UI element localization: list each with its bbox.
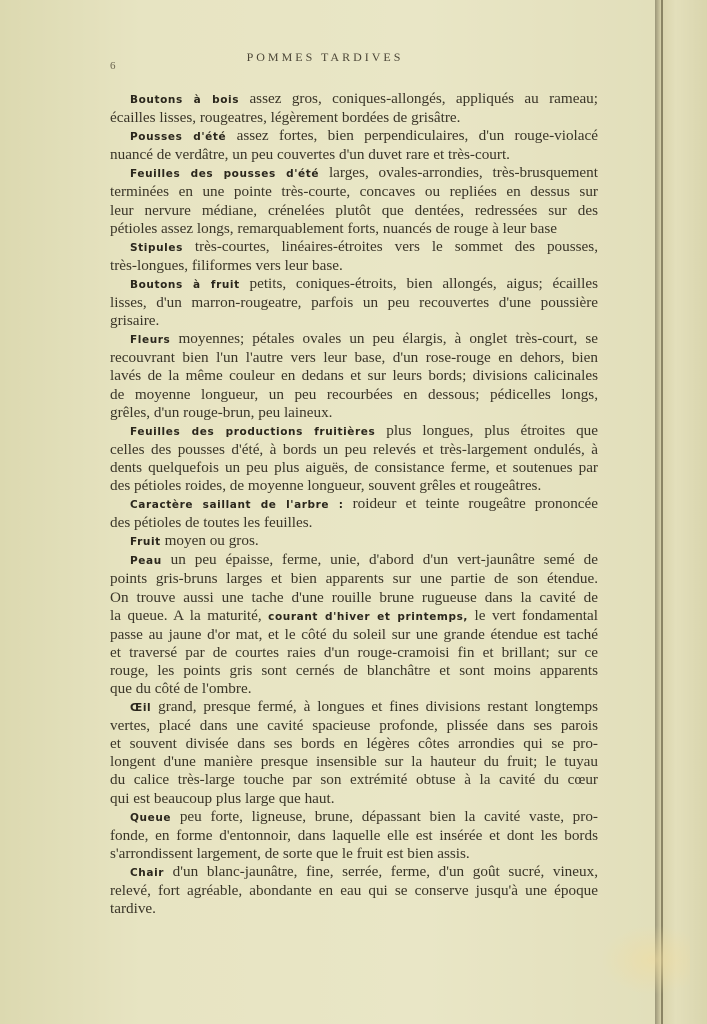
text-span: moyennes; pétales ovales un peu élargis, à onglet très-court, se bbox=[170, 330, 598, 348]
text-span: et souvent divisée dans ses bords en légères côtes arrondies qui se pro- bbox=[110, 735, 598, 753]
text-span: dents quelquefois un peu plus aiguës, de consistance ferme, et soutenues par bbox=[110, 458, 598, 476]
paragraph-lead: Caractère saillant de l'arbre : bbox=[130, 499, 344, 512]
text-span: larges, ovales-arrondies, très-brusquement bbox=[319, 164, 598, 182]
text-line bbox=[110, 532, 598, 551]
paragraph-lead: Boutons à fruit bbox=[130, 278, 240, 291]
text-line bbox=[110, 422, 598, 441]
text-span: longent d'une manière presque insensible sur la hauteur du fruit; le tuyau bbox=[110, 753, 598, 771]
text-line bbox=[110, 882, 598, 900]
paragraph bbox=[110, 127, 598, 164]
text-line bbox=[110, 845, 598, 863]
paragraph-lead: Peau bbox=[130, 555, 162, 568]
text-span: le vert fondamental bbox=[468, 606, 598, 624]
text-span: du calice très-large touche par son extrémité obtuse à la cavité du cœur bbox=[110, 771, 598, 789]
text-span: très-courtes, linéaires-étroites vers le sommet des pousses, bbox=[182, 237, 598, 255]
text-line bbox=[110, 735, 598, 753]
paragraph bbox=[110, 808, 598, 863]
text-span: assez fortes, bien perpendiculaires, d'un rouge-violacé bbox=[226, 127, 598, 145]
paragraph-lead: Pousses d'été bbox=[130, 131, 227, 144]
text-line bbox=[110, 90, 598, 109]
text-line bbox=[110, 275, 598, 294]
text-line bbox=[110, 698, 598, 717]
text-span: On trouve aussi une tache d'une rouille brune rugueuse dans la cavité de bbox=[110, 588, 598, 606]
paragraph bbox=[110, 863, 598, 918]
paragraph-lead: Queue bbox=[130, 811, 172, 824]
paragraph-lead: Fruit bbox=[130, 536, 161, 549]
text-span: que du côté de l'ombre. bbox=[110, 680, 252, 697]
text-span: celles des pousses d'été, à bords un peu relevés et très-largement ondulés, à bbox=[110, 440, 598, 458]
text-span: lisses, d'un marron-rougeatre, parfois un peu recouvertes d'une poussière bbox=[110, 294, 598, 312]
text-span: des pétioles roides, de moyenne longueur, souvent grêles et rougeâtres. bbox=[110, 476, 542, 494]
text-span: leur nervure médiane, crénelées plutôt que dentées, redressées sur des bbox=[110, 201, 598, 219]
text-span: tardive. bbox=[110, 900, 156, 918]
text-line bbox=[110, 514, 598, 532]
text-span: peu forte, ligneuse, brune, dépassant bien la cavité vaste, pro- bbox=[171, 807, 598, 825]
paragraph-lead: Œil bbox=[130, 702, 152, 715]
paragraph-lead: Chair bbox=[130, 866, 165, 879]
body-text bbox=[110, 90, 598, 918]
text-line bbox=[110, 570, 598, 588]
emphasis: courant d'hiver et printemps, bbox=[268, 610, 469, 623]
text-line bbox=[110, 386, 598, 404]
text-line bbox=[110, 127, 598, 146]
text-line bbox=[110, 790, 598, 808]
page-edge bbox=[655, 0, 707, 1024]
text-span: pétioles assez longs, remarquablement forts, nuancés de rouge à leur base bbox=[110, 219, 558, 237]
text-span: de moyenne longueur, un peu recourbées en dessous; pédicelles longs, bbox=[110, 385, 598, 403]
page-number: 6 bbox=[110, 60, 116, 72]
paragraph bbox=[110, 532, 598, 551]
text-span: points gris-bruns larges et bien apparents sur une partie de son étendue. bbox=[110, 570, 598, 588]
text-span: la queue. A la maturité, bbox=[110, 606, 269, 624]
text-line bbox=[110, 717, 598, 735]
text-line bbox=[110, 367, 598, 385]
paragraph bbox=[110, 90, 598, 127]
text-line bbox=[110, 808, 598, 827]
text-span: nuancé de verdâtre, un peu couvertes d'un duvet rare et très-court. bbox=[110, 146, 510, 164]
text-span: très-longues, filiformes vers leur base. bbox=[110, 256, 343, 274]
text-span: assez gros, coniques-allongés, appliqués au rameau; bbox=[239, 90, 598, 107]
text-line bbox=[110, 626, 598, 644]
text-line bbox=[110, 330, 598, 349]
text-line bbox=[110, 183, 598, 201]
paper-stain bbox=[600, 925, 690, 995]
text-span: grêles, d'un rouge-brun, peu laineux. bbox=[110, 403, 333, 421]
text-line bbox=[110, 495, 598, 514]
text-line bbox=[110, 404, 598, 422]
text-line bbox=[110, 146, 598, 164]
text-line bbox=[110, 220, 598, 238]
text-span: plus longues, plus étroites que bbox=[375, 421, 599, 439]
text-line bbox=[110, 589, 598, 607]
text-span: lavés de la même couleur en dedans et sur leurs bords; divisions calicinales bbox=[110, 367, 598, 385]
text-span: petits, coniques-étroits, bien allongés, aigus; écailles bbox=[239, 274, 598, 292]
text-line bbox=[110, 551, 598, 570]
text-line bbox=[110, 312, 598, 330]
paragraph bbox=[110, 330, 598, 421]
text-line bbox=[110, 349, 598, 367]
paragraph bbox=[110, 164, 598, 237]
paragraph bbox=[110, 698, 598, 808]
text-line bbox=[110, 257, 598, 275]
paragraph-lead: Feuilles des productions fruitières bbox=[130, 425, 376, 438]
text-span: un peu épaisse, ferme, unie, d'abord d'un vert-jaunâtre semé de bbox=[161, 551, 598, 569]
text-line bbox=[110, 680, 598, 698]
text-line bbox=[110, 753, 598, 771]
text-span: d'un blanc-jaunâtre, fine, serrée, ferme, d'un goût sucré, vineux, bbox=[164, 862, 598, 880]
text-span: des pétioles de toutes les feuilles. bbox=[110, 514, 313, 532]
text-span: s'arrondissent largement, de sorte que le fruit est bien assis. bbox=[110, 844, 470, 862]
text-line bbox=[110, 771, 598, 789]
paragraph-lead: Fleurs bbox=[130, 334, 171, 347]
text-line bbox=[110, 900, 598, 918]
paragraph bbox=[110, 495, 598, 532]
text-span: qui est beaucoup plus large que haut. bbox=[110, 789, 335, 807]
text-span: terminées en une pointe très-courte, concaves ou repliées en dessus sur bbox=[110, 183, 598, 201]
text-line bbox=[110, 202, 598, 220]
text-span: rouge, les points gris sont cernés de blanchâtre et sont moins apparents bbox=[110, 661, 598, 679]
text-span: relevé, fort agréable, abondante en eau qui se conserve jusqu'à une époque bbox=[110, 882, 598, 900]
text-span: moyen ou gros. bbox=[160, 532, 259, 550]
paragraph bbox=[110, 422, 598, 495]
text-line bbox=[110, 827, 598, 845]
text-line bbox=[110, 607, 598, 626]
text-line bbox=[110, 164, 598, 183]
paragraph bbox=[110, 275, 598, 330]
text-span: grand, presque fermé, à longues et fines divisions restant longtemps bbox=[151, 698, 598, 716]
paragraph bbox=[110, 551, 598, 698]
text-span: et traversé par de courtes raies d'un rouge-cramoisi fin et brillant; sur ce bbox=[110, 643, 598, 661]
text-line bbox=[110, 459, 598, 477]
running-header: POMMES TARDIVES bbox=[246, 50, 404, 64]
text-line bbox=[110, 109, 598, 127]
binding-shadow bbox=[661, 0, 663, 1024]
paragraph-lead: Feuilles des pousses d'été bbox=[130, 168, 320, 181]
text-span: vertes, placé dans une cavité spacieuse profonde, plissée dans ses parois bbox=[110, 717, 598, 735]
paragraph-lead: Stipules bbox=[130, 241, 183, 254]
text-line bbox=[110, 863, 598, 882]
text-span: fonde, en forme d'entonnoir, dans laquelle elle est insérée et dont les bords bbox=[110, 826, 598, 844]
text-span: grisaire. bbox=[110, 312, 160, 330]
text-span: recouvrant bien l'un l'autre vers leur base, d'un rose-rouge en dehors, bien bbox=[110, 349, 598, 367]
text-line bbox=[110, 294, 598, 312]
text-line bbox=[110, 238, 598, 257]
text-span: écailles lisses, rougeatres, légèrement bordées de grisâtre. bbox=[110, 109, 461, 127]
paragraph-lead: Boutons à bois bbox=[130, 94, 240, 106]
text-span: passe au jaune d'or mat, et le côté du soleil sur une grande étendue est taché bbox=[110, 625, 598, 643]
text-line bbox=[110, 441, 598, 459]
text-line bbox=[110, 662, 598, 680]
paragraph bbox=[110, 238, 598, 275]
text-span: roideur et teinte rougeâtre prononcée bbox=[343, 495, 599, 513]
text-line bbox=[110, 477, 598, 495]
text-line bbox=[110, 644, 598, 662]
